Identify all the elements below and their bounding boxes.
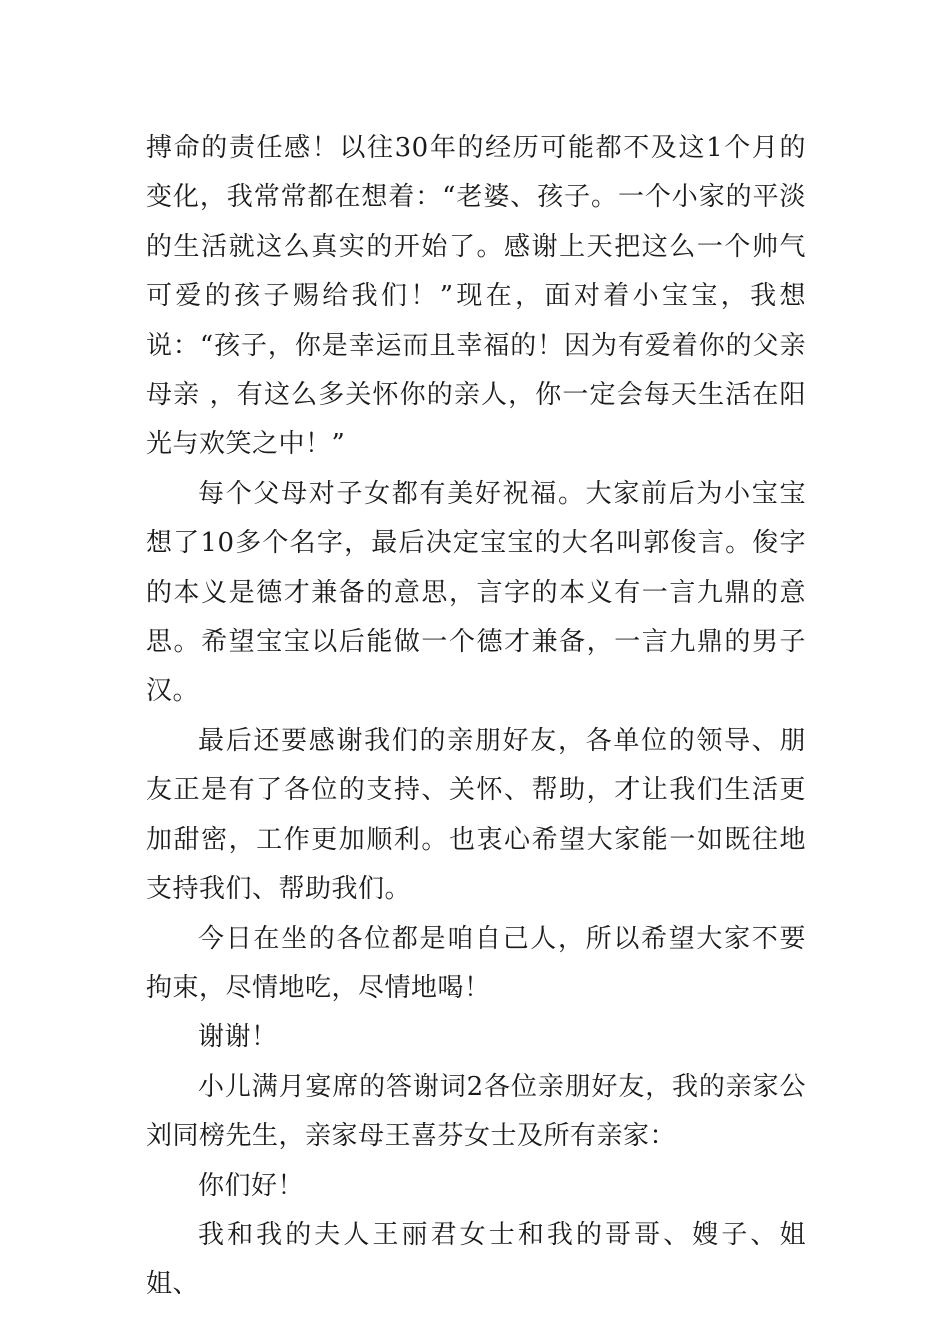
paragraph-1: 搏命的责任感！以往30年的经历可能都不及这1个月的变化，我常常都在想着：“老婆、孩子。一个小家的平淡的生活就这么真实的开始了。感谢上天把这么一个帅气可爱的孩子赐给我们！”现在，面对着小宝宝，我想说：“孩子，你是幸运而且幸福的！因为有爱着你的父亲母亲 ，有这么多关怀你的亲人，你一定会每天生活在阳光与欢笑之中！”: [146, 133, 806, 460]
paragraph-6: 小儿满月宴席的答谢词2各位亲朋好友，我的亲家公刘同榜先生，亲家母王喜芬女士及所有亲家：: [146, 1071, 806, 1152]
paragraph-8: 我和我的夫人王丽君女士和我的哥哥、嫂子、姐姐、: [146, 1219, 806, 1300]
paragraph-4: 今日在坐的各位都是咱自己人，所以希望大家不要拘束，尽情地吃，尽情地喝！: [146, 923, 806, 1003]
paragraph-7: 你们好！: [198, 1170, 305, 1201]
paragraph-3: 最后还要感谢我们的亲朋好友，各单位的领导、朋友正是有了各位的支持、关怀、帮助，才让我们生活更加甜密，工作更加顺利。也衷心希望大家能一如既往地支持我们、帮助我们。: [146, 725, 806, 905]
paragraph-5: 谢谢！: [198, 1022, 278, 1053]
paragraph-2: 每个父母对子女都有美好祝福。大家前后为小宝宝想了10多个名字，最后决定宝宝的大名叫郭俊言。俊字的本义是德才兼备的意思，言字的本义有一言九鼎的意思。希望宝宝以后能做一个德才兼备，一言九鼎的男子汉。: [146, 478, 806, 707]
document-body: [146, 124, 806, 1310]
